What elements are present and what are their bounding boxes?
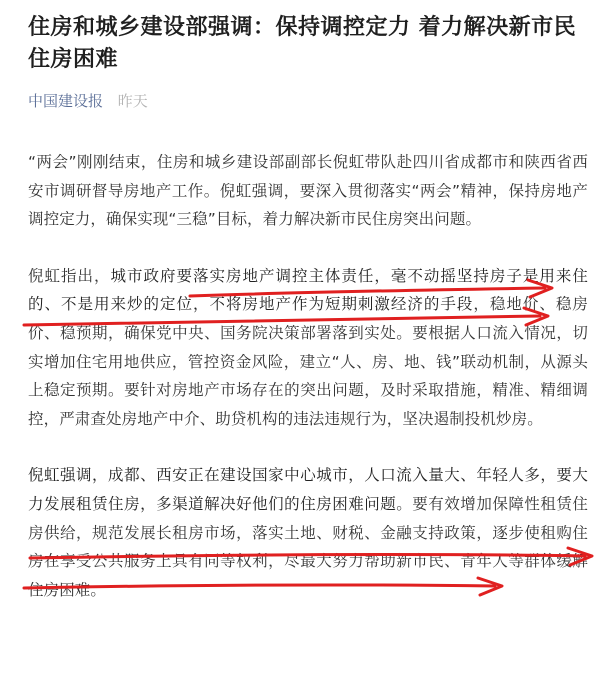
article bbox=[28, 0, 588, 604]
source-link[interactable]: 中国建设报 bbox=[28, 92, 104, 110]
publish-time: 昨天 bbox=[117, 92, 148, 110]
paragraph-2 bbox=[28, 262, 588, 434]
paragraph-3 bbox=[28, 461, 588, 604]
paragraph-3-rest: 。要有效增加保障性租赁住房供给，规范发展长租房市场，落实土地、财税、金融支持政策，逐步使租购住房在享受公共服务上具有同等权利，尽最大努力帮助新市民、青年人等群体缓解住房困难。 bbox=[28, 494, 588, 599]
paragraph-3-highlight: 倪虹强调，成都、西安正在建设国家中心城市，人口流入量大、年轻人多，要大力发展租赁住房，多渠道解决好他们的住房困难问题 bbox=[28, 466, 588, 513]
article-title: 住房和城乡建设部强调：保持调控定力 着力解决新市民住房困难 bbox=[28, 15, 577, 72]
paragraph-1: “两会”刚刚结束，住房和城乡建设部副部长倪虹带队赴四川省成都市和陕西省西安市调研督导房地产工作。倪虹强调，要深入贯彻落实“两会”精神，保持房地产调控定力，确保实现“三稳”目标，着力解决新市民住房突出问题。 bbox=[28, 153, 588, 229]
article-meta bbox=[28, 90, 588, 112]
paragraph-2-highlight: 城市政府要落实房地产调控主体责任，毫不动摇坚持房子是用来住的、不是用来炒的定位，不将房地产作为短期刺激经济的手段 bbox=[28, 266, 588, 314]
paragraph-2-rest: ，稳地价、稳房价、稳预期，确保党中央、国务院决策部署落到实处。要根据人口流入情况，切实增加住宅用地供应，管控资金风险，建立“人、房、地、钱”联动机制，从源头上稳定预期。要针对房地产市场存在的突出问题，及时采取措施，精准、精细调控，严肃查处房地产中介、助贷机构的违法违规行为，坚决遏制投机炒房。 bbox=[28, 295, 589, 428]
paragraph-2-lead: 倪虹指出， bbox=[28, 266, 111, 285]
